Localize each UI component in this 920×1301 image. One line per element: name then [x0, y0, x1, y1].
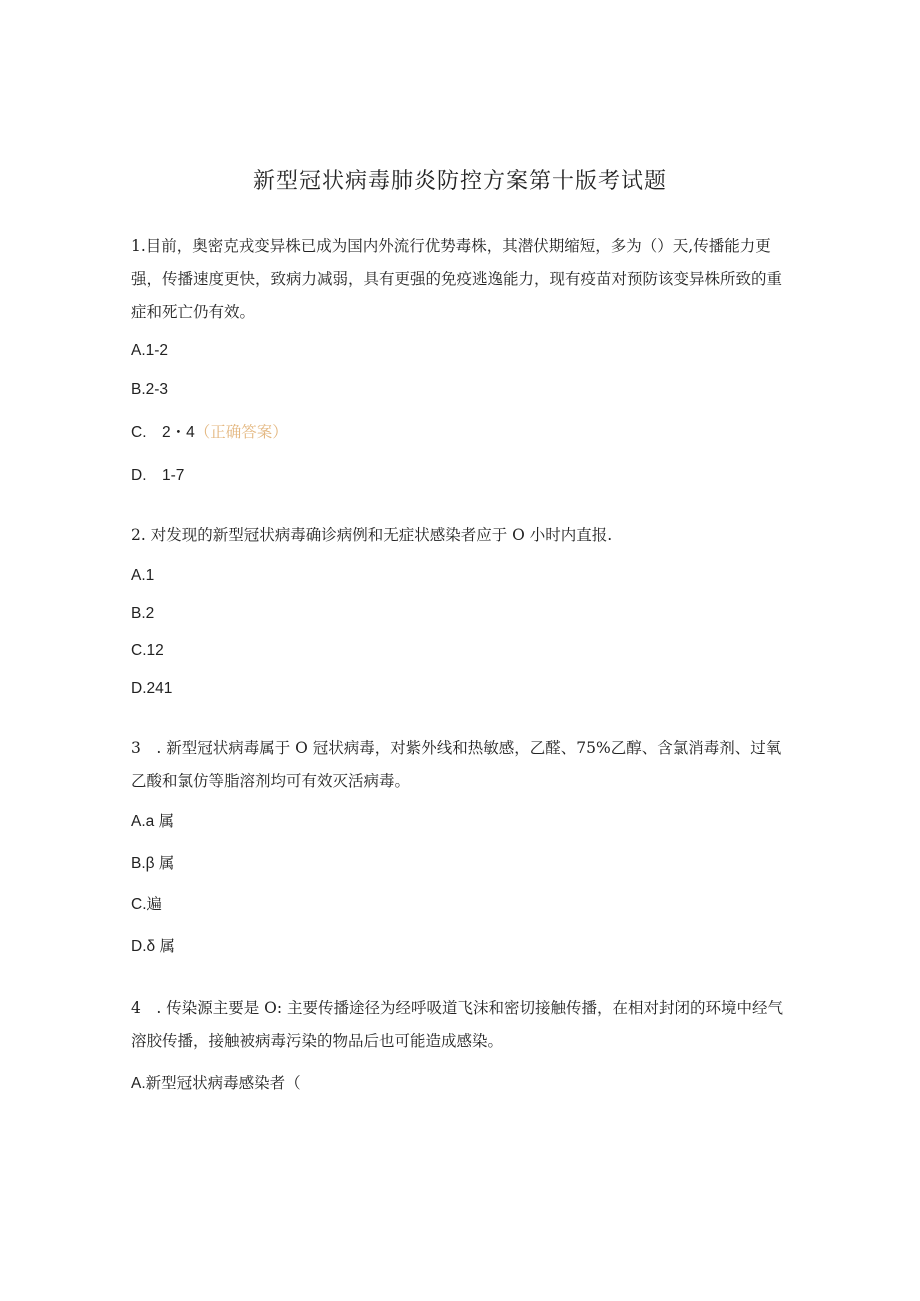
- document-title: 新型冠状病毒肺炎防控方案第十版考试题: [252, 169, 667, 194]
- question-3-text: 3 . 新型冠状病毒属于 O 冠状病毒，对紫外线和热敏感，乙醛、75%乙醇、含氯消毒剂、过氧乙酸和氯仿等脂溶剂均可有效灭活病毒。: [131, 739, 782, 790]
- question-4-text: 4 . 传染源主要是 O: 主要传播途径为经呼吸道飞沫和密切接触传播，在相对封闭的环境中经气溶胶传播，接触被病毒污染的物品后也可能造成感染。: [131, 999, 784, 1050]
- question-1-option-c: [131, 420, 288, 445]
- question-3-option-d: D.δ 属: [131, 937, 175, 955]
- question-1-option-d: D. 1-7: [131, 467, 185, 484]
- question-3-option-c: C.遍: [131, 896, 163, 913]
- question-3-option-b: B.β 属: [131, 854, 175, 872]
- question-3-option-a: A.a 属: [131, 812, 175, 830]
- question-1-option-a: A.1-2: [131, 342, 169, 359]
- question-2-option-c: C.12: [131, 642, 164, 659]
- question-4-option-a: A.新型冠状病毒感染者（: [131, 1074, 301, 1092]
- question-2-option-a: A.1: [131, 567, 155, 584]
- question-1-option-c-label: C. 2・4: [131, 424, 195, 441]
- question-2-text: 2. 对发现的新型冠状病毒确诊病例和无症状感染者应于 O 小时内直报.: [131, 526, 613, 544]
- question-1-option-b: B.2-3: [131, 381, 169, 398]
- question-1-text: 1.目前，奥密克戎变异株已成为国内外流行优势毒株，其潜伏期缩短，多为（）天,传播能力更强，传播速度更快，致病力减弱，具有更强的免疫逃逸能力，现有疫苗对预防该变异株所致的重症和死亡仍有效。: [131, 237, 783, 321]
- correct-answer-note: （正确答案）: [194, 423, 288, 441]
- question-2-option-b: B.2: [131, 605, 155, 622]
- question-2-option-d: D.241: [131, 680, 173, 697]
